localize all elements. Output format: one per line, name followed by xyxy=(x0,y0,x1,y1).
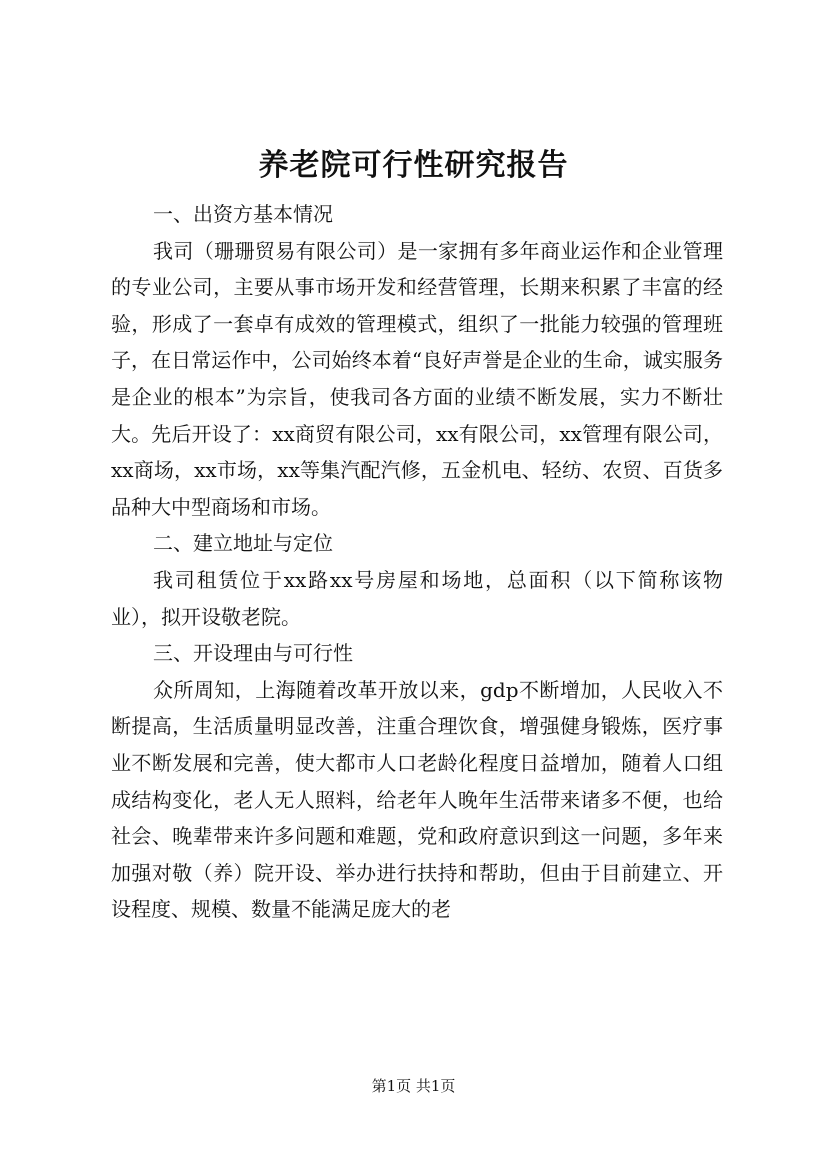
section-paragraph: 众所周知，上海随着改革开放以来，gdp不断增加，人民收入不断提高，生活质量明显改善，注重合理饮食，增强健身锻炼，医疗事业不断发展和完善，使大都市人口老龄化程度日益增加，随着人口组成结构变化，老人无人照料，给老年人晚年生活带来诸多不便，也给社会、晚辈带来许多问题和难题，党和政府意识到这一问题，多年来加强对敬（养）院开设、举办进行扶持和帮助，但由于目前建立、开设程度、规模、数量不能满足庞大的老 xyxy=(111,677,723,922)
section-heading: 二、建立地址与定位 xyxy=(153,531,333,556)
document-body xyxy=(111,196,723,928)
page-footer: 第1页 共1页 xyxy=(371,1077,456,1095)
section-heading: 三、开设理由与可行性 xyxy=(153,641,353,666)
section-paragraph: 我司（珊珊贸易有限公司）是一家拥有多年商业运作和企业管理的专业公司，主要从事市场开发和经营管理，长期来积累了丰富的经验，形成了一套卓有成效的管理模式，组织了一批能力较强的管理班子，在日常运作中，公司始终本着“良好声誉是企业的生命，诚实服务是企业的根本”为宗旨，使我司各方面的业绩不断发展，实力不断壮大。先后开设了：xx商贸有限公司，xx有限公司，xx管理有限公司，xx商场，xx市场，xx等集汽配汽修，五金机电、轻纺、农贸、百货多品种大中型商场和市场。 xyxy=(111,238,723,519)
section-heading: 一、出资方基本情况 xyxy=(153,202,333,226)
document-title: 养老院可行性研究报告 xyxy=(258,148,569,183)
section-paragraph: 我司租赁位于xx路xx号房屋和场地，总面积（以下简称该物业），拟开设敬老院。 xyxy=(111,567,723,629)
